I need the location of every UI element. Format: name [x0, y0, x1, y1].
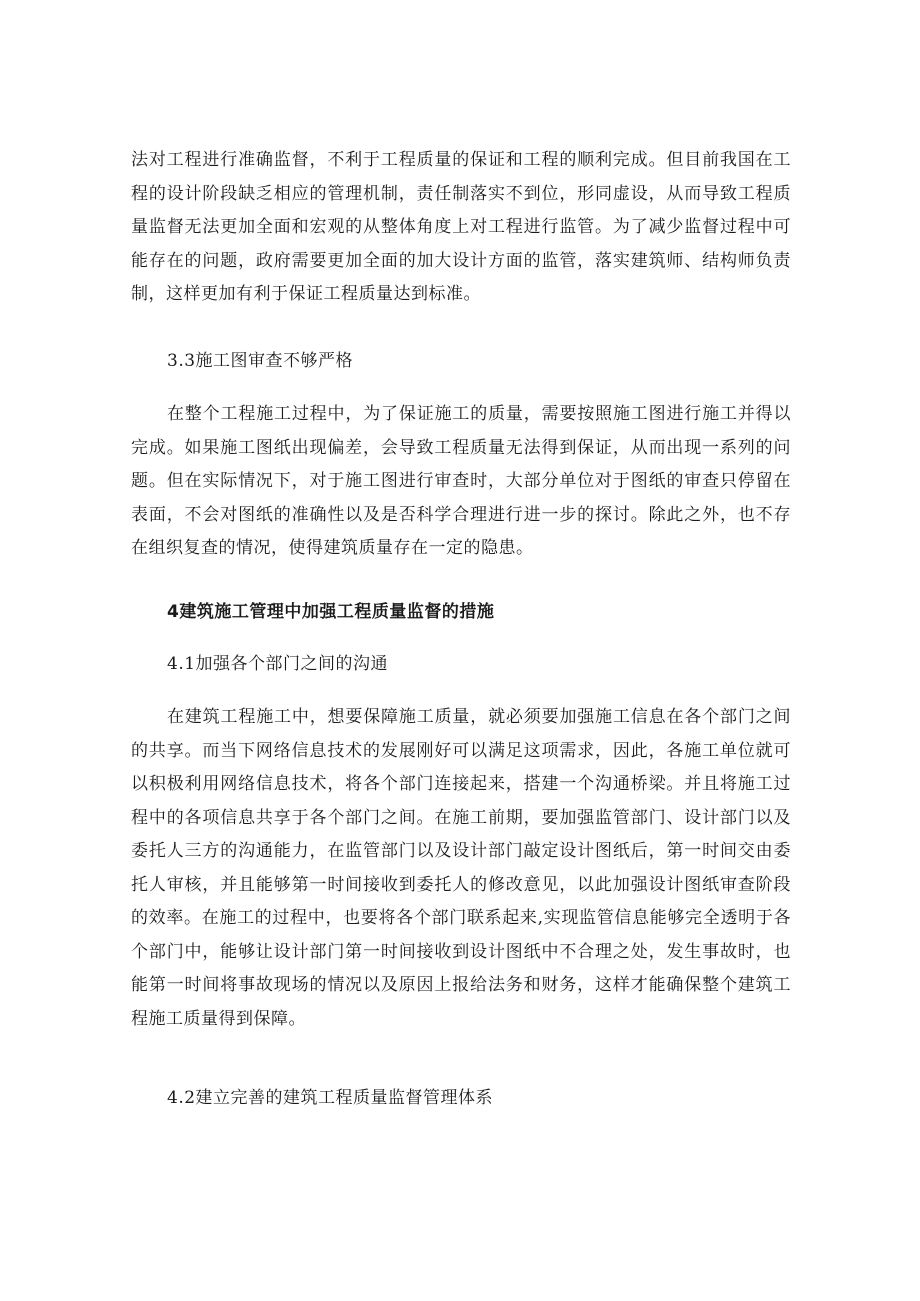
paragraph-department-communication: 在建筑工程施工中，想要保障施工质量，就必须要加强施工信息在各个部门之间的共享。而当下网络信息技术的发展刚好可以满足这项需求，因此，各施工单位就可以积极利用网络信息技术，将各个部门连接起来，搭建一个沟通桥梁。并且将施工过程中的各项信息共享于各个部门之间。在施工前期，要加强监管部门、设计部门以及委托人三方的沟通能力，在监管部门以及设计部门敲定设计图纸后，第一时间交由委托人审核，并且能够第一时间接收到委托人的修改意见，以此加强设计图纸审查阶段的效率。在施工的过程中，也要将各个部门联系起来,实现监管信息能够完全透明于各个部门中，能够让设计部门第一时间接收到设计图纸中不合理之处，发生事故时，也能第一时间将事故现场的情况以及原因上报给法务和财务，这样才能确保整个建筑工程施工质量得到保障。 [131, 707, 791, 1029]
paragraph-drawing-review: 在整个工程施工过程中，为了保证施工的质量，需要按照施工图进行施工并得以完成。如果施工图纸出现偏差，会导致工程质量无法得到保证，从而出现一系列的问题。但在实际情况下，对于施工图进行审查时，大部分单位对于图纸的审查只停留在表面，不会对图纸的准确性以及是否科学合理进行进一步的探讨。除此之外，也不存在组织复查的情况，使得建筑质量存在一定的隐患。 [131, 404, 791, 558]
section-heading-4-2: 4.2建立完善的建筑工程质量监督管理体系 [167, 1088, 494, 1108]
section-heading-4: 4建筑施工管理中加强工程质量监督的措施 [167, 602, 495, 622]
paragraph-design-supervision: 法对工程进行准确监督，不利于工程质量的保证和工程的顺利完成。但目前我国在工程的设计阶段缺乏相应的管理机制，责任制落实不到位，形同虚设，从而导致工程质量监督无法更加全面和宏观的从整体角度上对工程进行监管。为了减少监督过程中可能存在的问题，政府需要更加全面的加大设计方面的监管，落实建筑师、结构师负责制，这样更加有利于保证工程质量达到标准。 [131, 150, 791, 304]
section-heading-3-3: 3.3施工图审查不够严格 [167, 351, 354, 371]
section-heading-4-1: 4.1加强各个部门之间的沟通 [167, 654, 389, 674]
